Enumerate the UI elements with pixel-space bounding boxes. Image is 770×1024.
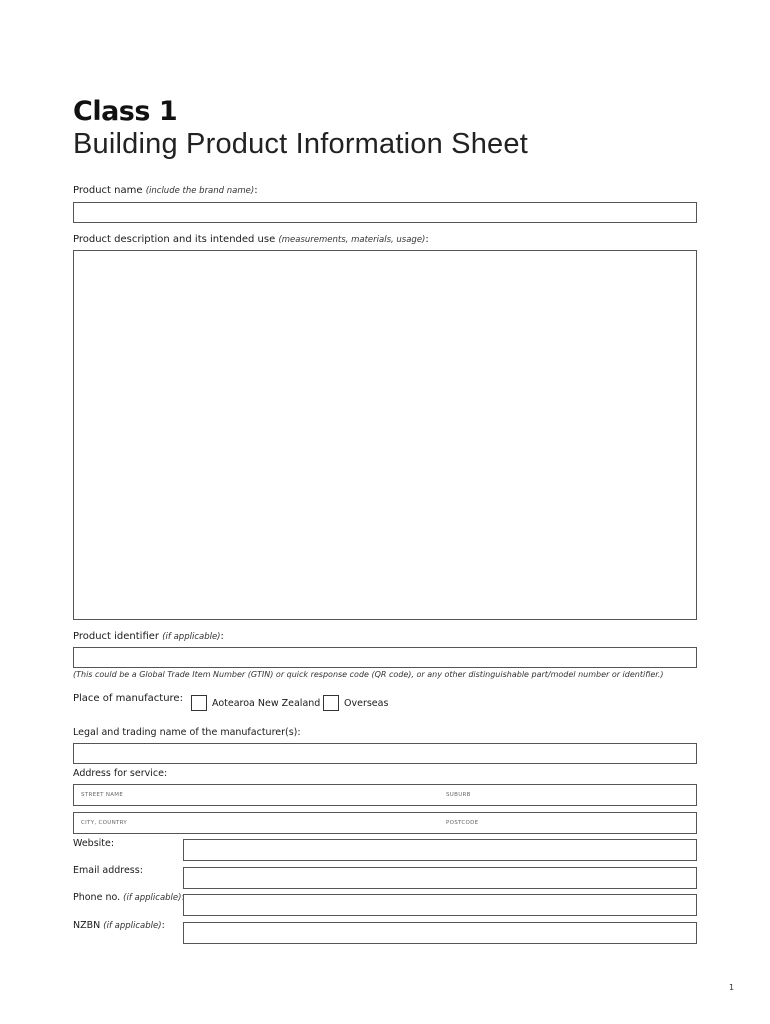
nzbn-label xyxy=(73,920,165,931)
product-description-field[interactable] xyxy=(73,250,697,620)
product-identifier-hint: (if applicable) xyxy=(162,632,221,642)
option-overseas-label: Overseas xyxy=(344,698,389,709)
email-field[interactable] xyxy=(183,867,697,889)
product-name-field[interactable] xyxy=(73,202,697,223)
checkbox-aotearoa-new-zealand[interactable] xyxy=(191,695,207,711)
manufacturer-name-label: Legal and trading name of the manufacturer(s): xyxy=(73,727,301,738)
street-name-caption: STREET NAME xyxy=(81,792,124,798)
product-description-label xyxy=(73,234,429,245)
phone-label-text: Phone no. xyxy=(73,892,121,903)
product-name-hint: (include the brand name) xyxy=(145,186,255,196)
nzbn-label-text: NZBN xyxy=(73,920,101,931)
product-description-label-text: Product description and its intended use xyxy=(73,234,276,245)
phone-hint: (if applicable) xyxy=(123,893,182,903)
nzbn-field[interactable] xyxy=(183,922,697,944)
page-title: Building Product Information Sheet xyxy=(73,128,528,160)
option-aotearoa-new-zealand-label: Aotearoa New Zealand xyxy=(212,698,321,709)
product-description-suffix: : xyxy=(425,234,429,245)
phone-field[interactable] xyxy=(183,894,697,916)
product-description-hint: (measurements, materials, usage) xyxy=(278,235,426,245)
page-number: 1 xyxy=(729,983,735,992)
address-city-postcode-field[interactable] xyxy=(73,812,697,834)
product-identifier-label xyxy=(73,631,224,642)
product-name-suffix: : xyxy=(254,185,258,196)
product-name-label-text: Product name xyxy=(73,185,143,196)
postcode-caption: POSTCODE xyxy=(446,820,479,826)
address-street-suburb-field[interactable] xyxy=(73,784,697,806)
place-of-manufacture-label: Place of manufacture: xyxy=(73,693,183,704)
class-heading: Class 1 xyxy=(73,96,178,127)
city-country-caption: CITY, COUNTRY xyxy=(81,820,128,826)
checkbox-overseas[interactable] xyxy=(323,695,339,711)
product-identifier-field[interactable] xyxy=(73,647,697,668)
product-identifier-label-text: Product identifier xyxy=(73,631,160,642)
suburb-caption: SUBURB xyxy=(446,792,471,798)
product-identifier-suffix: : xyxy=(220,631,224,642)
website-label: Website: xyxy=(73,838,115,849)
website-field[interactable] xyxy=(183,839,697,861)
address-label: Address for service: xyxy=(73,768,168,779)
nzbn-hint: (if applicable) xyxy=(103,921,162,931)
manufacturer-name-field[interactable] xyxy=(73,743,697,764)
product-name-label xyxy=(73,185,258,196)
nzbn-suffix: : xyxy=(161,920,165,931)
identifier-note: (This could be a Global Trade Item Number (GTIN) or quick response code (QR code), or any other distinguishable part/model number or identifier.) xyxy=(73,670,664,679)
phone-label xyxy=(73,892,185,903)
email-label: Email address: xyxy=(73,865,143,876)
